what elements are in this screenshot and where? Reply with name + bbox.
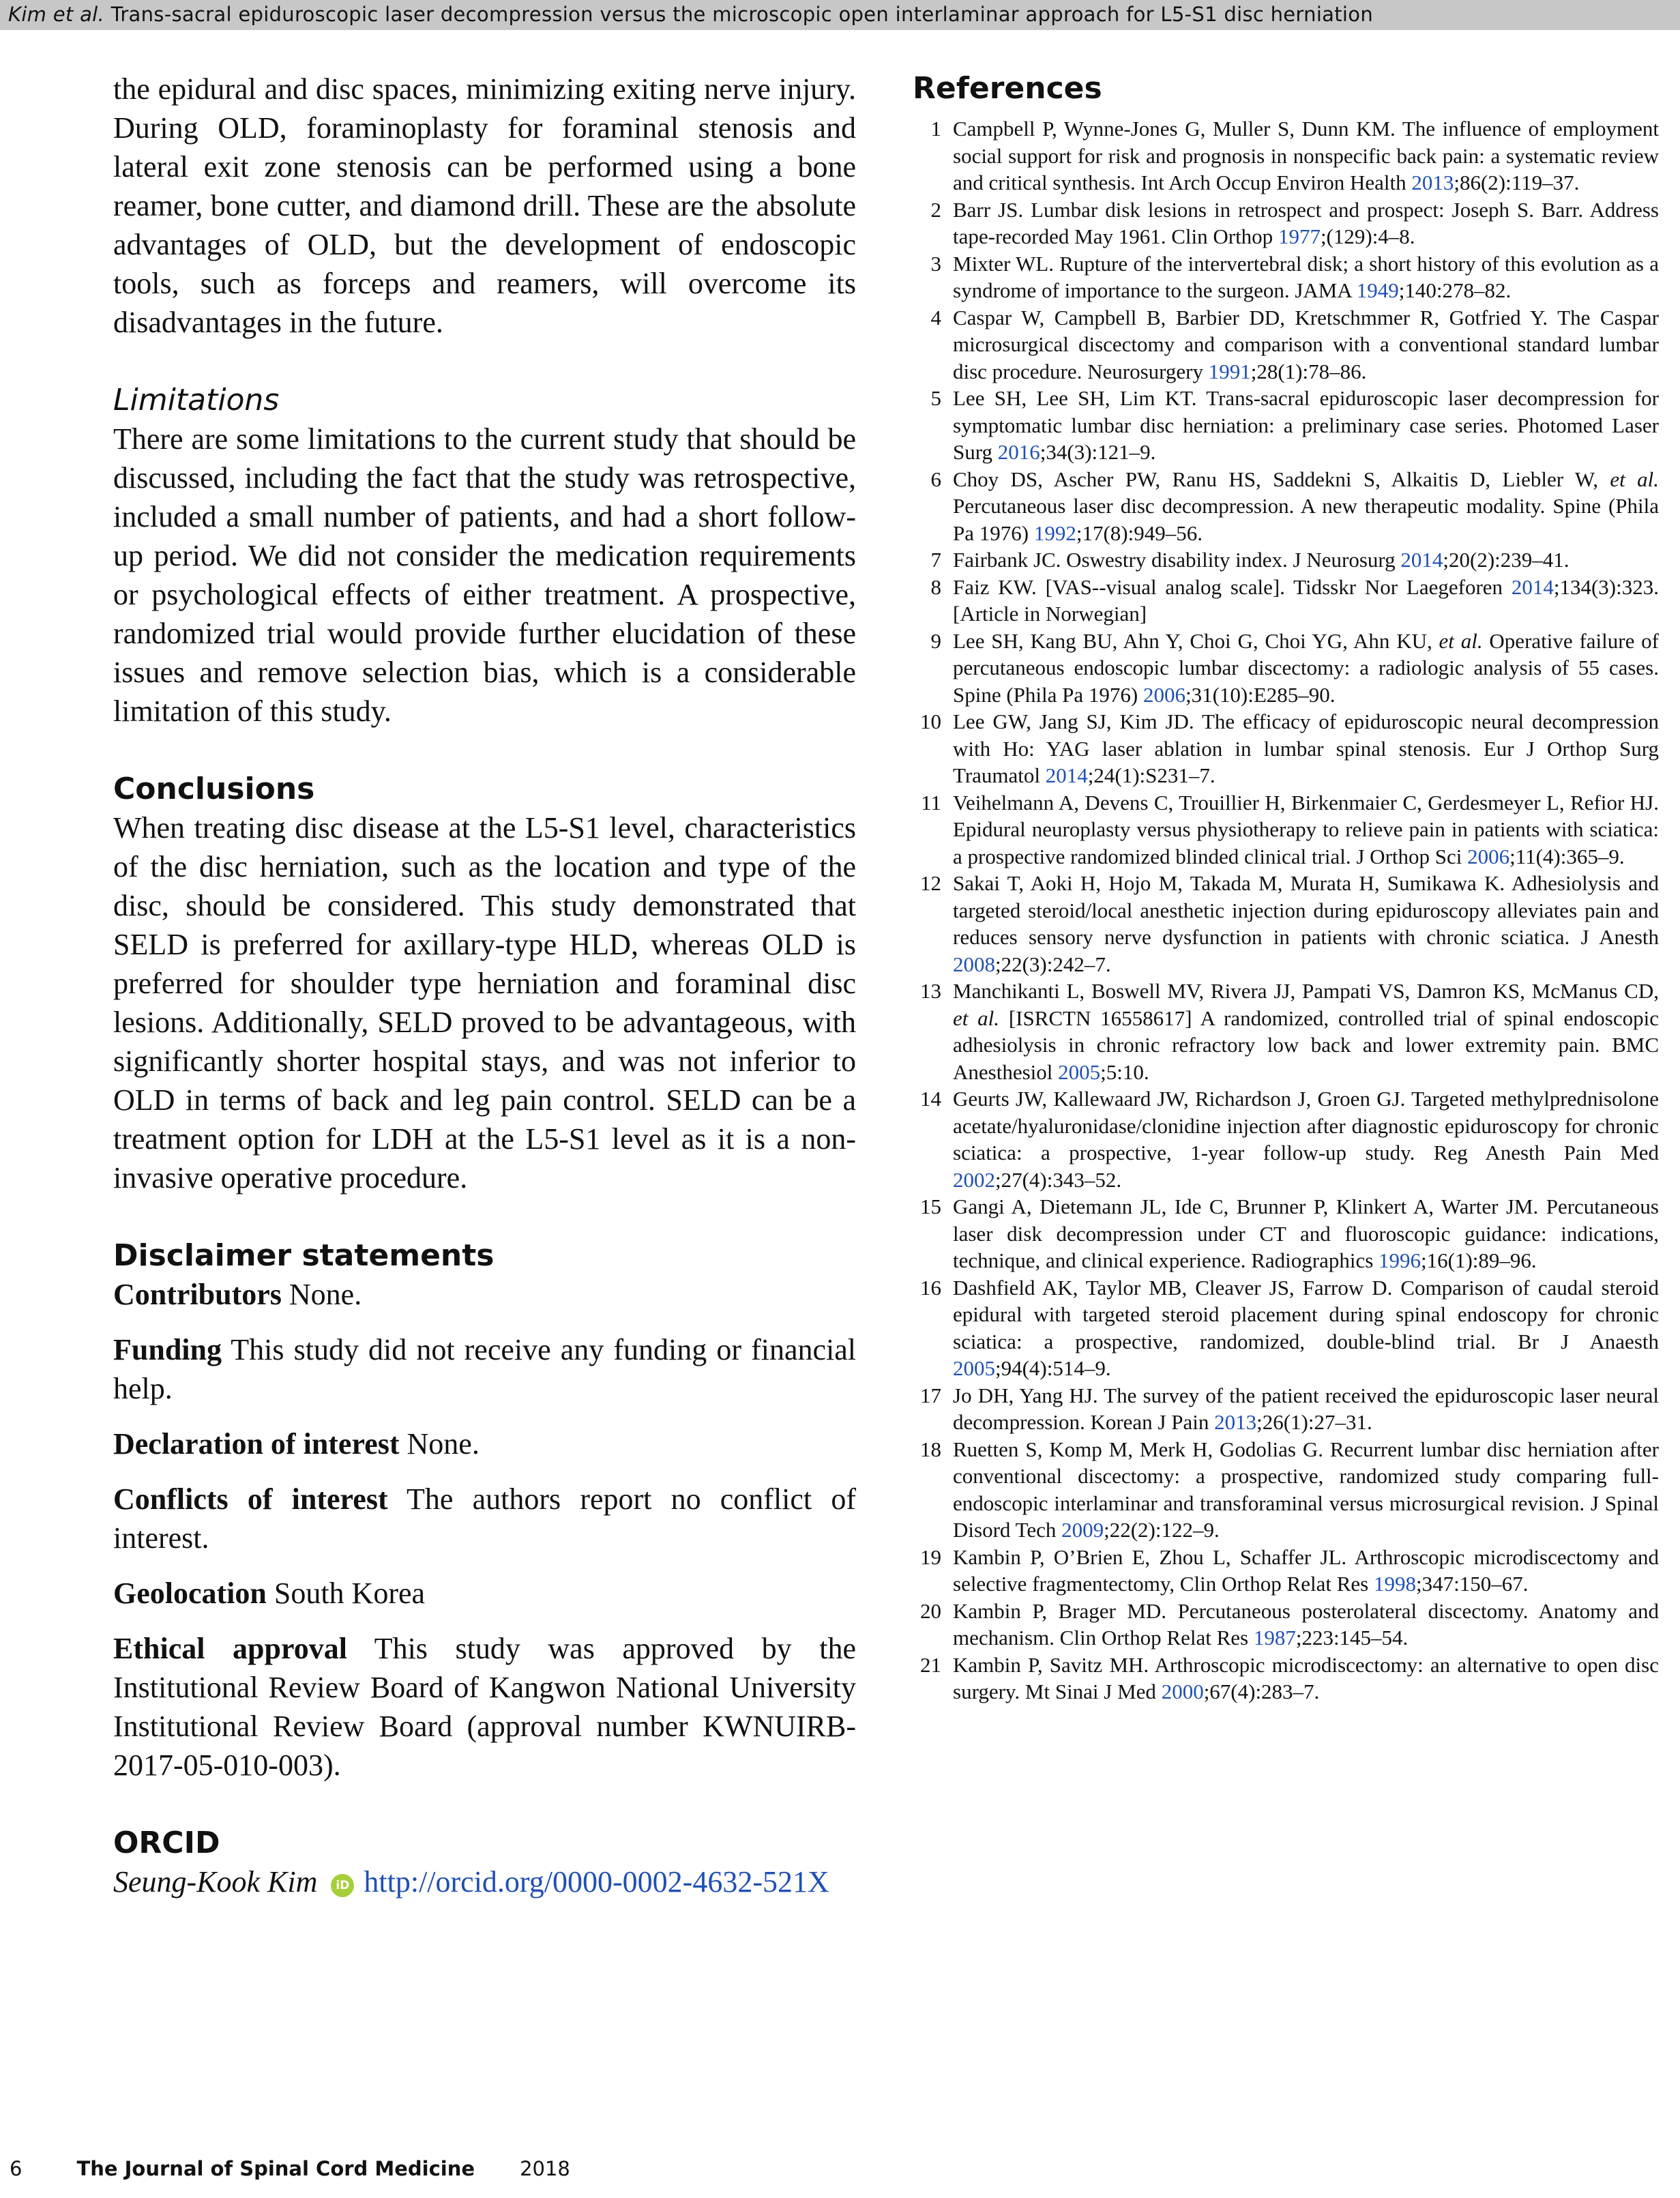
reference-text: Dashfield AK, Taylor MB, Cleaver JS, Farrow D. Comparison of caudal steroid epidural with targeted steroid placement during spinal endoscopy for chronic sciatica: a prospective, randomized, double-blind trial. Br J Anaesth 2005;94(4):514–9. <box>953 1275 1659 1380</box>
reference-number: 15 <box>920 1195 941 1218</box>
reference-number: 12 <box>920 871 941 895</box>
reference-item <box>914 789 1659 870</box>
reference-text: Caspar W, Campbell B, Barbier DD, Kretschmmer R, Gotfried Y. The Caspar microsurgical discectomy and comparison with a conventional standard lumbar disc procedure. Neurosurgery 1991;28(1):78–86. <box>953 305 1659 383</box>
disclaimer-label: Conflicts of interest <box>113 1482 388 1516</box>
reference-text: Manchikanti L, Boswell MV, Rivera JJ, Pampati VS, Damron KS, McManus CD, et al. [ISRCTN 16558617] A randomized, controlled trial of spinal endoscopic adhesiolysis in chronic refractory low back and lower extremity pain. BMC Anesthesiol 2005;5:10. <box>953 979 1659 1084</box>
disclaimer-heading: Disclaimer statements <box>113 1238 495 1273</box>
references-heading: References <box>913 71 1102 106</box>
reference-text: Lee GW, Jang SJ, Kim JD. The efficacy of epiduroscopic neural decompression with Ho: YAG laser ablation in lumbar spinal stenosis. Eur J Orthop Surg Traumatol 2014;24(1):S231–7. <box>953 709 1659 787</box>
reference-text: Gangi A, Dietemann JL, Ide C, Brunner P, Klinkert A, Warter JM. Percutaneous laser disk decompression under CT and fluoroscopic guidance: indications, technique, and clinical experience. Radiographics 1996;16(1):89–96. <box>953 1195 1659 1272</box>
reference-item <box>914 546 1659 574</box>
orcid-heading: ORCID <box>113 1826 220 1860</box>
conclusions-paragraph: When treating disc disease at the L5-S1 level, characteristics of the disc herniation, such as the location and type of the disc, should be considered. This study demonstrated that SELD is preferred for axillary-type HLD, whereas OLD is preferred for shoulder type herniation and foraminal disc lesions. Additionally, SELD proved to be advantageous, with significantly shorter hospital stays, and was not inferior to OLD in terms of back and leg pain control. SELD can be a treatment option for LDH at the L5-S1 level as it is a non-invasive operative procedure. <box>113 811 856 1195</box>
reference-number: 6 <box>930 467 941 491</box>
header-title: Trans-sacral epiduroscopic laser decompression versus the microscopic open interlaminar approach for L5-S1 disc herniation <box>110 3 1374 26</box>
reference-item <box>914 1193 1659 1274</box>
disclaimer-text: None. <box>407 1427 480 1461</box>
running-header-text <box>8 3 1373 26</box>
reference-text: Barr JS. Lumbar disk lesions in retrospect and prospect: Joseph S. Barr. Address tape-recorded May 1961. Clin Orthop 1977;(129):4–8. <box>953 197 1659 248</box>
reference-text: Lee SH, Lee SH, Lim KT. Trans-sacral epiduroscopic laser decompression for symptomatic lumbar disc herniation: a preliminary case series. Photomed Laser Surg 2016;34(3):121–9. <box>953 386 1659 464</box>
reference-item <box>914 1274 1659 1382</box>
disclaimer-label: Geolocation <box>113 1577 267 1610</box>
disclaimer-label: Declaration of interest <box>113 1427 400 1461</box>
disclaimer-label: Contributors <box>113 1278 282 1311</box>
reference-number: 20 <box>920 1598 941 1623</box>
disclaimer-ethical <box>113 1629 856 1785</box>
journal-year: 2018 <box>520 2157 570 2180</box>
right-column <box>914 70 1659 1705</box>
orcid-icon: iD <box>331 1874 354 1897</box>
reference-item <box>914 628 1659 709</box>
disclaimer-text: This study was approved by the Institutional Review Board of Kangwon National University Institutional Review Board (approval number KWNUIRB-2017-05-010-003). <box>113 1632 856 1782</box>
reference-number: 7 <box>930 548 941 572</box>
disclaimer-label: Funding <box>113 1333 222 1366</box>
reference-text: Faiz KW. [VAS--visual analog scale]. Tidsskr Nor Laegeforen 2014;134(3):323. [Article in Norwegian] <box>953 574 1659 626</box>
reference-item <box>914 1085 1659 1193</box>
reference-text: Geurts JW, Kallewaard JW, Richardson J, Groen GJ. Targeted methylprednisolone acetate/hyaluronidase/clonidine injection after diagnostic epiduroscopy for chronic sciatica: a prospective, 1-year follow-up study. Reg Anesth Pain Med 2002;27(4):343–52. <box>953 1087 1659 1192</box>
reference-number: 3 <box>930 251 941 276</box>
page-number: 6 <box>10 2157 23 2180</box>
reference-text: Campbell P, Wynne-Jones G, Muller S, Dunn KM. The influence of employment social support for risk and prognosis in nonspecific back pain: a systematic review and critical synthesis. Int Arch Occup Environ Health 2013;86(2):119–37. <box>953 117 1659 194</box>
left-column <box>113 70 856 1901</box>
reference-item <box>914 196 1659 250</box>
disclaimer-geolocation <box>113 1574 856 1613</box>
reference-number: 2 <box>930 197 941 222</box>
disclaimer-label: Ethical approval <box>113 1632 347 1665</box>
reference-number: 5 <box>930 386 941 410</box>
reference-item <box>914 385 1659 466</box>
disclaimer-text: None. <box>289 1278 362 1311</box>
reference-number: 8 <box>930 574 941 599</box>
reference-item <box>914 466 1659 547</box>
reference-text: Jo DH, Yang HJ. The survey of the patient received the epiduroscopic laser neural decompression. Korean J Pain 2013;26(1):27–31. <box>953 1383 1659 1434</box>
reference-text: Veihelmann A, Devens C, Trouillier H, Birkenmaier C, Gerdesmeyer L, Refior HJ. Epidural neuroplasty versus physiotherapy to relieve pain in patients with sciatica: a prospective randomized blinded clinical trial. J Orthop Sci 2006;11(4):365–9. <box>953 790 1659 868</box>
reference-item <box>914 1598 1659 1652</box>
limitations-heading: Limitations <box>113 383 280 417</box>
reference-text: Choy DS, Ascher PW, Ranu HS, Saddekni S, Alkaitis D, Liebler W, et al. Percutaneous laser disc decompression. A new therapeutic modality. Spine (Phila Pa 1976) 1992;17(8):949–56. <box>953 467 1659 545</box>
reference-number: 4 <box>930 305 941 329</box>
reference-text: Mixter WL. Rupture of the intervertebral disk; a short history of this evolution as a syndrome of importance to the surgeon. JAMA 1949;140:278–82. <box>953 251 1659 302</box>
reference-item <box>914 1436 1659 1544</box>
disclaimer-contributors <box>113 1275 856 1314</box>
page-footer <box>10 2157 570 2180</box>
reference-number: 10 <box>920 709 941 733</box>
limitations-paragraph: There are some limitations to the current study that should be discussed, including the fact that the study was retrospective, included a small number of patients, and had a short follow-up period. We did not consider the medication requirements or psychological effects of either treatment. A prospective, randomized trial would provide further elucidation of these issues and remove selection bias, which is a considerable limitation of this study. <box>113 422 856 728</box>
reference-number: 16 <box>920 1275 941 1300</box>
disclaimer-conflicts <box>113 1480 856 1557</box>
reference-number: 18 <box>920 1437 941 1461</box>
reference-text: Fairbank JC. Oswestry disability index. J Neurosurg 2014;20(2):239–41. <box>953 548 1570 572</box>
continuation-paragraph: the epidural and disc spaces, minimizing exiting nerve injury. During OLD, foraminoplasty for foraminal stenosis and lateral exit zone stenosis can be performed using a bone reamer, bone cutter, and diamond drill. These are the absolute advantages of OLD, but the development of endoscopic tools, such as forceps and reamers, will overcome its disadvantages in the future. <box>113 72 856 339</box>
running-header <box>0 0 1680 30</box>
orcid-entry <box>113 1862 856 1901</box>
disclaimer-text: South Korea <box>274 1577 426 1610</box>
reference-item <box>914 574 1659 628</box>
reference-list <box>914 115 1659 1705</box>
reference-item <box>914 1652 1659 1705</box>
journal-name: The Journal of Spinal Cord Medicine <box>76 2157 475 2180</box>
reference-number: 17 <box>920 1383 941 1407</box>
reference-item <box>914 870 1659 978</box>
reference-text: Kambin P, Brager MD. Percutaneous posterolateral discectomy. Anatomy and mechanism. Clin Orthop Relat Res 1987;223:145–54. <box>953 1598 1659 1650</box>
reference-text: Sakai T, Aoki H, Hojo M, Takada M, Murata H, Sumikawa K. Adhesiolysis and targeted steroid/local anesthetic injection during epiduroscopy alleviates pain and reduces sensory nerve dysfunction in patients with chronic sciatica. J Anesth 2008;22(3):242–7. <box>953 871 1659 976</box>
reference-number: 19 <box>920 1544 941 1569</box>
reference-item <box>914 1544 1659 1598</box>
reference-text: Ruetten S, Komp M, Merk H, Godolias G. Recurrent lumbar disc herniation after conventional discectomy: a prospective, randomized study comparing full-endoscopic interlaminar and transforaminal versus microsurgical revision. J Spinal Disord Tech 2009;22(2):122–9. <box>953 1437 1659 1542</box>
reference-number: 9 <box>930 628 941 653</box>
reference-item <box>914 978 1659 1085</box>
reference-item <box>914 304 1659 385</box>
reference-item <box>914 1382 1659 1436</box>
orcid-author-name: Seung-Kook Kim <box>113 1865 318 1899</box>
reference-number: 1 <box>930 117 941 141</box>
disclaimer-text: This study did not receive any funding or financial help. <box>113 1333 856 1405</box>
reference-item <box>914 708 1659 789</box>
header-authors: Kim et al. <box>8 3 105 26</box>
reference-text: Kambin P, O’Brien E, Zhou L, Schaffer JL. Arthroscopic microdiscectomy and selective fragmentectomy, Clin Orthop Relat Res 1998;347:150–67. <box>953 1544 1659 1596</box>
reference-text: Kambin P, Savitz MH. Arthroscopic microdiscectomy: an alternative to open disc surgery. Mt Sinai J Med 2000;67(4):283–7. <box>953 1652 1659 1703</box>
disclaimer-funding <box>113 1330 856 1408</box>
conclusions-heading: Conclusions <box>113 772 315 806</box>
reference-number: 11 <box>921 790 941 815</box>
orcid-link[interactable]: http://orcid.org/0000-0002-4632-521X <box>364 1865 829 1899</box>
reference-number: 13 <box>920 979 941 1003</box>
disclaimer-declaration <box>113 1424 856 1463</box>
reference-item <box>914 250 1659 304</box>
disclaimer-text: The authors report no conflict of interest. <box>113 1482 856 1555</box>
reference-number: 14 <box>920 1087 941 1111</box>
reference-number: 21 <box>920 1652 941 1677</box>
reference-item <box>914 115 1659 196</box>
reference-text: Lee SH, Kang BU, Ahn Y, Choi G, Choi YG, Ahn KU, et al. Operative failure of percutaneous endoscopic lumbar discectomy: a radiologic analysis of 55 cases. Spine (Phila Pa 1976) 2006;31(10):E285–90. <box>953 628 1659 707</box>
